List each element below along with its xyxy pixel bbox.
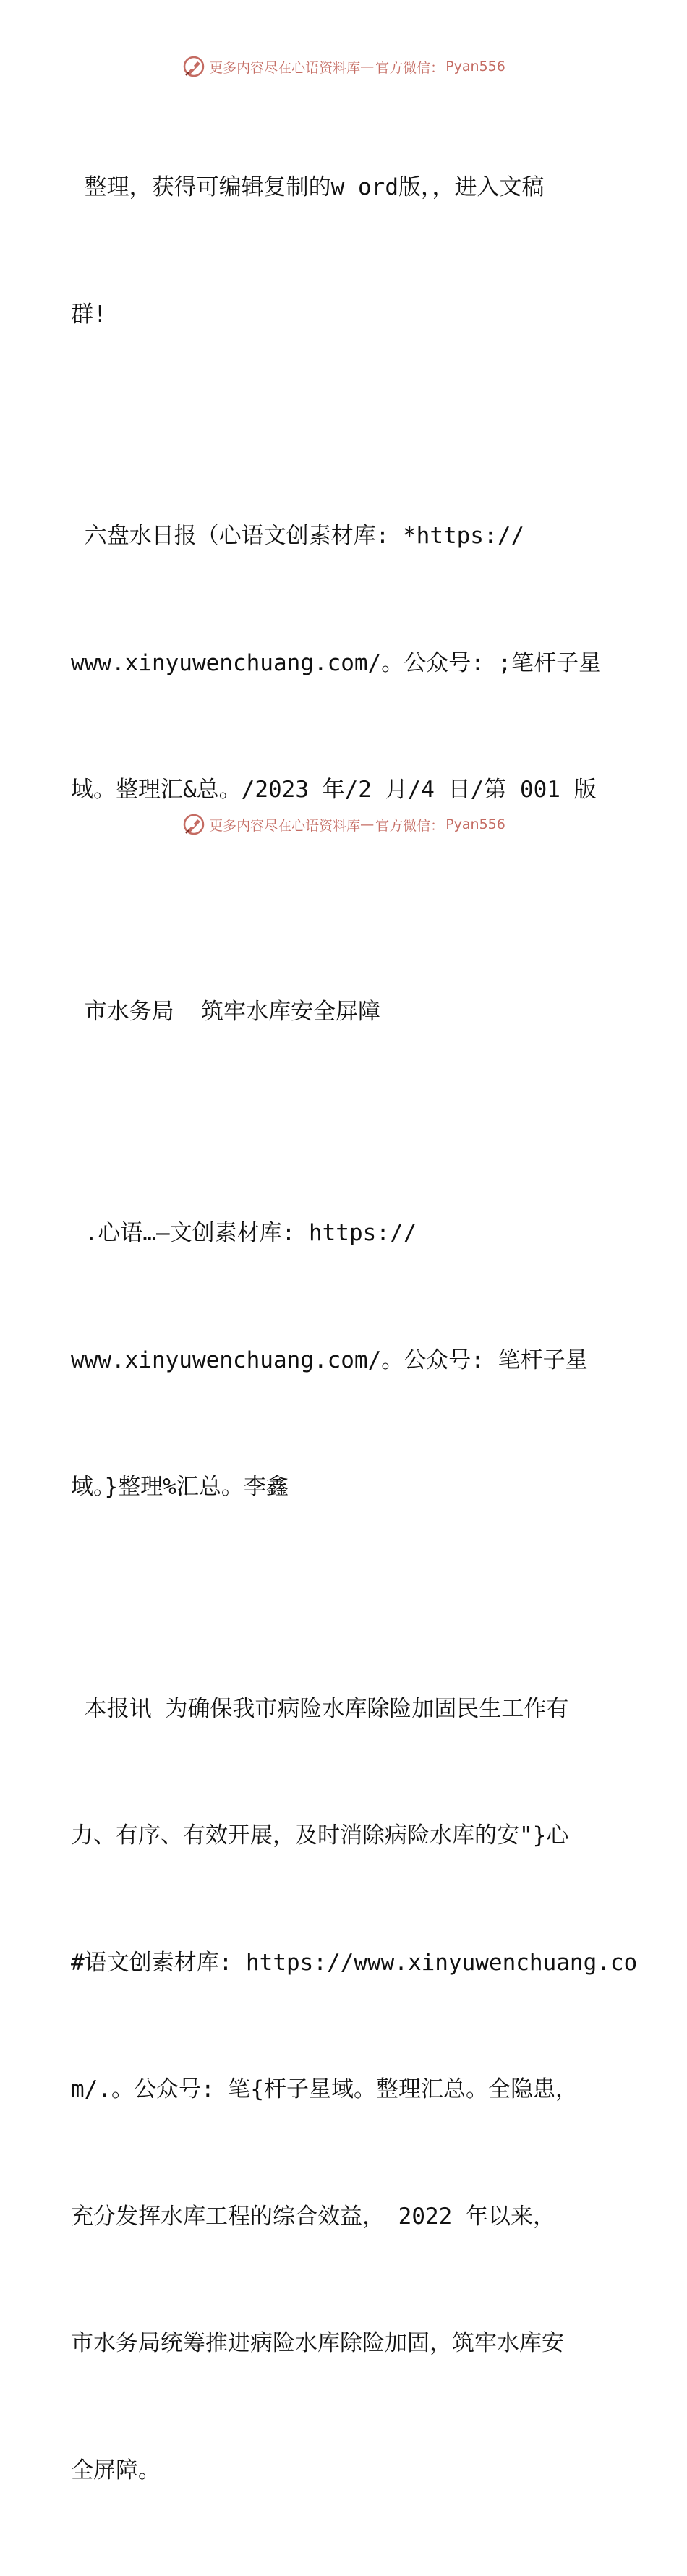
pen-logo-icon [182,812,206,837]
text-line: 全屏障。 [71,2449,620,2492]
banner-site-text: 更多内容尽在心语资料库 [209,57,360,77]
banner-wechat-id: Pyan556 [445,59,505,74]
text-line: 整理，获得可编辑复制的w ord版，，进入文稿 [71,166,620,209]
text-line: 市水务局统筹推进病险水库除险加固，筑牢水库安 [71,2322,620,2365]
banner-wechat-label: 官方微信： [375,815,444,835]
text-line: www.xinyuwenchuang.com/。公众号: 笔杆子星 [71,1339,620,1382]
banner-dash: — [360,59,374,74]
text-line: 域。整理汇&总。/2023 年/2 月/4 日/第 001 版 [71,769,620,811]
text-line: www.xinyuwenchuang.com/。公众号: ;笔杆子星 [71,642,620,685]
text-line: 力、有序、有效开展，及时消除病险水库的安"}心 [71,1814,620,1857]
text-line: 六盘水日报（心语文创素材库: *https:// [71,515,620,558]
document-body [71,82,620,2576]
banner-wechat-id: Pyan556 [445,816,505,832]
text-line: .心语…—文创素材库: https:// [71,1212,620,1255]
text-line: 市水务局 筑牢水库安全屏障 [71,991,620,1033]
paragraph-intro [71,82,620,420]
text-line: 域。}整理%汇总。李鑫 [71,1466,620,1509]
banner-site-text: 更多内容尽在心语资料库 [209,815,360,835]
pen-logo-icon [182,54,206,79]
text-line: #语文创素材库: https://www.xinyuwenchuang.co [71,1942,620,1984]
watermark-banner-bottom [0,810,687,839]
paragraph-body [71,1603,620,2576]
banner-dash: — [360,816,374,832]
banner-wechat-label: 官方微信： [375,57,444,77]
paragraph-byline [71,1127,620,1593]
text-line: 群! [71,294,620,336]
text-line: 本报讯 为确保我市病险水库除险加固民生工作有 [71,1688,620,1731]
watermark-banner-top [0,52,687,81]
article-title [71,906,620,1118]
text-line: 充分发挥水库工程的综合效益， 2022 年以来， [71,2196,620,2238]
text-line: m/.。公众号: 笔{杆子星域。整理汇总。全隐患， [71,2068,620,2111]
